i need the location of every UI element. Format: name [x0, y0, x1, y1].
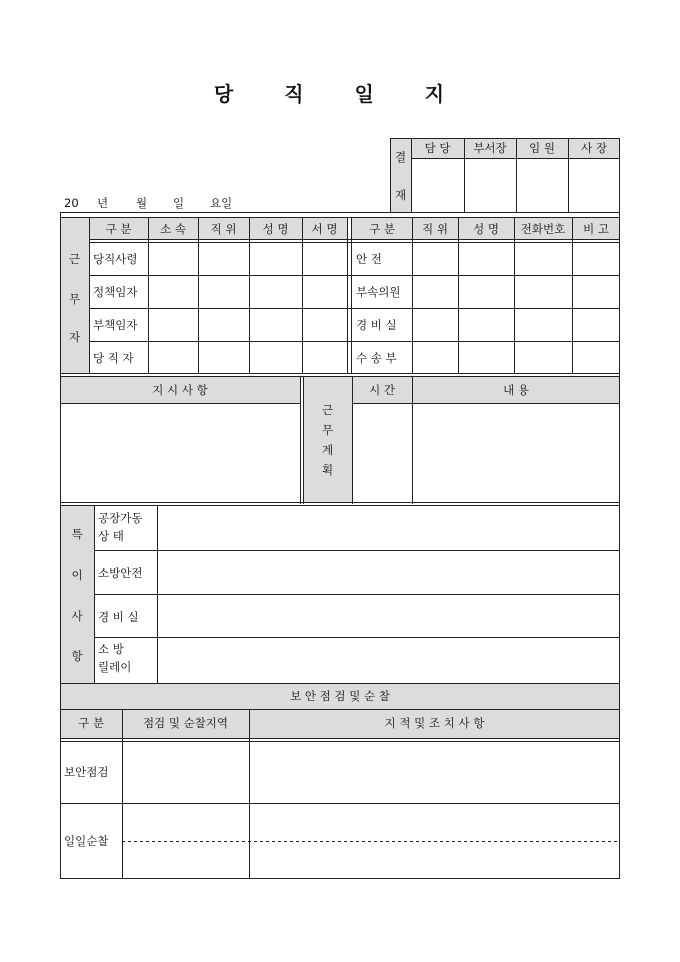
duty-left-header: 성 명	[262, 222, 289, 236]
duty-side-char: 자	[68, 330, 81, 344]
duty-right-header: 직 위	[422, 222, 448, 236]
approval-label-top: 결	[394, 150, 407, 164]
duty-left-header: 서 명	[311, 222, 338, 236]
approval-role: 부서장	[473, 141, 507, 155]
notes-row-label: 상 태	[98, 529, 124, 543]
approval-role: 임 원	[529, 141, 555, 155]
notes-row-label: 소방안전	[98, 566, 143, 580]
duty-right-row-label: 경 비 실	[356, 318, 397, 332]
plan-content-header: 내 용	[503, 383, 529, 397]
plan-side-char: 계	[321, 443, 334, 457]
notes-row-label: 릴레이	[98, 660, 132, 674]
security-header: 보 안 점 검 및 순 찰	[290, 689, 390, 703]
security-row-label: 일일순찰	[64, 834, 109, 848]
duty-right-row-label: 수 송 부	[356, 351, 397, 365]
page-title: 당 직 일 지	[213, 82, 467, 106]
duty-left-row-label: 당 직 자	[93, 351, 134, 365]
plan-side-char: 근	[321, 403, 334, 417]
security-col-header: 구 분	[78, 716, 104, 730]
duty-left-row-label: 부책임자	[93, 318, 138, 332]
plan-time-header: 시 간	[369, 383, 395, 397]
notes-side-char: 항	[71, 649, 83, 663]
date-month: 월	[136, 196, 148, 210]
notes-side-char: 이	[71, 568, 83, 582]
approval-role: 담 당	[424, 141, 451, 155]
date-day: 일	[173, 196, 185, 210]
date-weekday: 요일	[210, 196, 233, 210]
duty-left-header: 소 속	[160, 222, 186, 236]
duty-left-header: 구 분	[105, 222, 132, 236]
duty-side-char: 무	[68, 292, 81, 306]
notes-side-char: 사	[71, 609, 83, 623]
notes-side-char: 특	[71, 527, 83, 541]
notes-row-label: 공장가동	[98, 511, 143, 525]
date-year-prefix: 20	[64, 196, 79, 210]
security-col-header: 지 적 및 조 치 사 항	[384, 716, 485, 730]
notes-row-label: 경 비 실	[98, 610, 139, 624]
plan-side-char: 무	[321, 423, 334, 437]
plan-side-char: 획	[321, 463, 334, 477]
duty-right-header: 구 분	[369, 222, 395, 236]
security-row-label: 보안점검	[64, 765, 109, 779]
duty-side-char: 근	[68, 252, 81, 266]
date-year: 년	[97, 196, 109, 210]
approval-role: 사 장	[581, 141, 607, 155]
duty-left-row-label: 정책임자	[93, 285, 138, 299]
security-col-header: 점검 및 순찰지역	[142, 716, 229, 730]
notes-row-label: 소 방	[98, 642, 124, 656]
duty-right-header: 전화번호	[520, 222, 566, 236]
duty-right-row-label: 안 전	[356, 252, 382, 266]
instructions-header: 지 시 사 항	[152, 383, 208, 397]
duty-left-header: 직 위	[210, 222, 237, 236]
duty-right-header: 비 고	[583, 222, 609, 236]
duty-right-row-label: 부속의원	[356, 285, 401, 299]
duty-left-row-label: 당직사령	[93, 252, 138, 266]
approval-label-bottom: 재	[394, 188, 407, 202]
duty-right-header: 성 명	[473, 222, 499, 236]
